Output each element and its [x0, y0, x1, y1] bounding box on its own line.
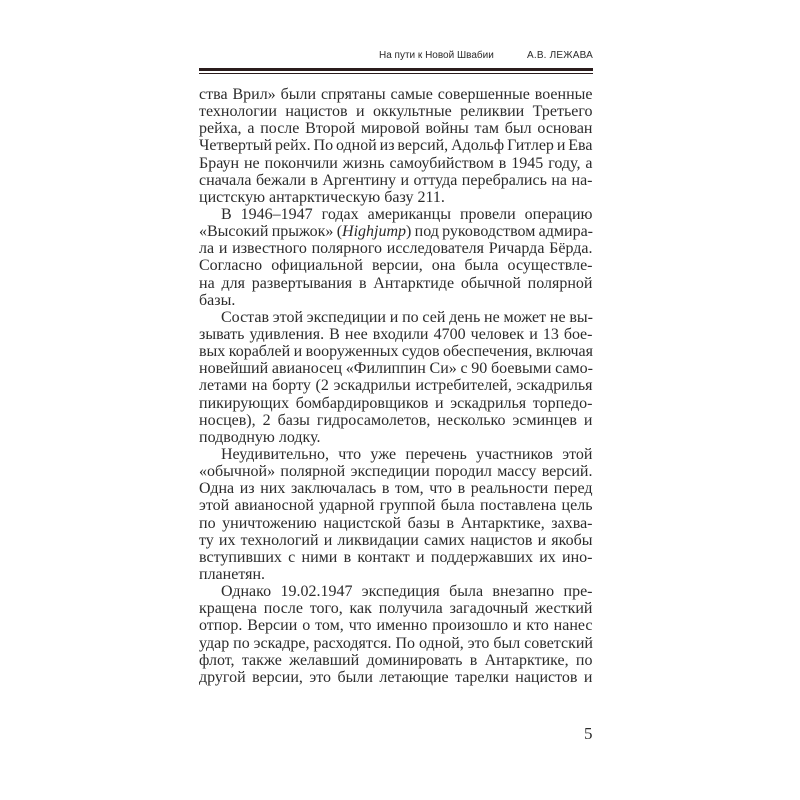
text-line-content: удар по эскадре, расходятся. По одной, это был советский: [199, 634, 593, 652]
text-line-content: кращена после того, как получила загадочный жесткий: [199, 600, 593, 618]
text-line: [199, 583, 593, 600]
text-line-content: пикирующих бомбардировщиков и эскадрилья торпедо-: [199, 394, 593, 412]
text-line-content: носцев), 2 базы гидросамолетов, несколько эсминцев и: [199, 411, 593, 429]
text-line: [199, 206, 593, 223]
text-line: [199, 463, 593, 480]
text-line: [199, 497, 593, 514]
text-line: [199, 532, 593, 549]
text-line: [199, 292, 593, 309]
text-line: [199, 360, 593, 377]
text-line: [199, 240, 593, 257]
text-line-content: другой версии, это были летающие тарелки нацистов и: [199, 668, 593, 686]
text-line: [199, 377, 593, 394]
text-line-content: по уничтожению нацистской базы в Антарктике, захва-: [199, 514, 593, 532]
text-line: [199, 172, 593, 189]
text-line: [199, 566, 593, 583]
text-line-content: этой авианосной ударной группой была поставлена цель: [199, 497, 593, 515]
text-line: [199, 343, 593, 360]
header-book-title: На пути к Новой Швабии: [379, 50, 494, 61]
text-line: [199, 600, 593, 617]
header-author: А.В. ЛЕЖАВА: [526, 50, 593, 61]
text-line: [199, 395, 593, 412]
text-line-content: ту их технологий и ликвидации самих нацистов и якобы: [199, 531, 593, 549]
text-line-content: ства Врил» были спрятаны самые совершенные военные: [199, 86, 593, 103]
body-text: [199, 86, 593, 686]
text-line: [199, 635, 593, 652]
text-line: [199, 86, 593, 103]
text-line-content: флот, также желавший доминировать в Антарктике, по: [199, 651, 593, 669]
text-line: [199, 275, 593, 292]
text-line-content: на для развертывания в Антарктиде обычной полярной: [199, 274, 593, 292]
text-line: [199, 669, 593, 686]
text-line: [199, 120, 593, 137]
text-line-content: планетян.: [199, 565, 266, 583]
text-line-content: Согласно официальной версии, она была осуществле-: [199, 257, 593, 275]
text-line-content: «обычной» полярной экспедиции породил массу версий.: [199, 463, 593, 481]
text-line-content: отпор. Версии о том, что именно произошло и кто нанес: [199, 617, 593, 635]
text-line-content: Одна из них заключалась в том, что в реальности перед: [199, 480, 593, 498]
text-line: [199, 155, 593, 172]
text-line-content: Четвертый рейх. По одной из версий, Адольф Гитлер и Ева: [199, 137, 593, 155]
text-line-content: вых кораблей и вооруженных судов обеспечения, включая: [199, 343, 593, 361]
text-line-content: базы.: [199, 291, 236, 309]
text-line: [199, 137, 593, 154]
text-line-content: Однако 19.02.1947 экспедиция была внезапно пре-: [221, 583, 593, 601]
page-number: 5: [584, 724, 593, 743]
text-line-content: сначала бежали в Аргентину и оттуда перебрались на на-: [199, 171, 593, 189]
text-line-content: летами на борту (2 эскадрильи истребителей, эскадрилья: [199, 377, 593, 395]
text-line: [199, 480, 593, 497]
text-line-content: Браун не покончили жизнь самоубийством в 1945 году, а: [199, 154, 593, 172]
text-line: [199, 446, 593, 463]
header-rule-thick: [199, 68, 593, 71]
text-line-content: «Высокий прыжок» (Highjump) под руководством адмира-: [199, 223, 593, 241]
text-line: [199, 515, 593, 532]
text-line: [199, 652, 593, 669]
text-line-content: зывать удивления. В нее входили 4700 человек и 13 боe-: [199, 325, 593, 343]
text-line-content: новейший авианосец «Филиппин Си» с 90 боевыми само-: [199, 360, 593, 378]
text-line: [199, 617, 593, 634]
text-line-content: В 1946–1947 годах американцы провели операцию: [221, 205, 593, 223]
text-line: [199, 257, 593, 274]
text-line: [199, 429, 593, 446]
text-line-content: ла и известного полярного исследователя Ричарда Бёрда.: [199, 240, 593, 258]
text-line: [199, 309, 593, 326]
text-line: [199, 103, 593, 120]
text-line-content: подводную лодку.: [199, 428, 321, 446]
text-line: [199, 326, 593, 343]
text-line-content: вступивших с ними в контакт и поддержавших их ино-: [199, 548, 593, 566]
text-line-content: Состав этой экспедиции и по сей день не может не вы-: [221, 308, 593, 326]
text-line-content: рейха, а после Второй мировой войны там был основан: [199, 120, 593, 138]
text-line-content: технологии нацистов и оккультные реликвии Третьего: [199, 103, 593, 121]
text-line: [199, 549, 593, 566]
running-header: [199, 50, 593, 64]
text-line-content: Неудивительно, что уже перечень участников этой: [221, 445, 593, 463]
text-line: [199, 189, 593, 206]
header-rule-thin: [199, 73, 593, 74]
text-line: [199, 223, 593, 240]
text-line: [199, 412, 593, 429]
text-line-content: цистскую антарктическую базу 211.: [199, 188, 445, 206]
